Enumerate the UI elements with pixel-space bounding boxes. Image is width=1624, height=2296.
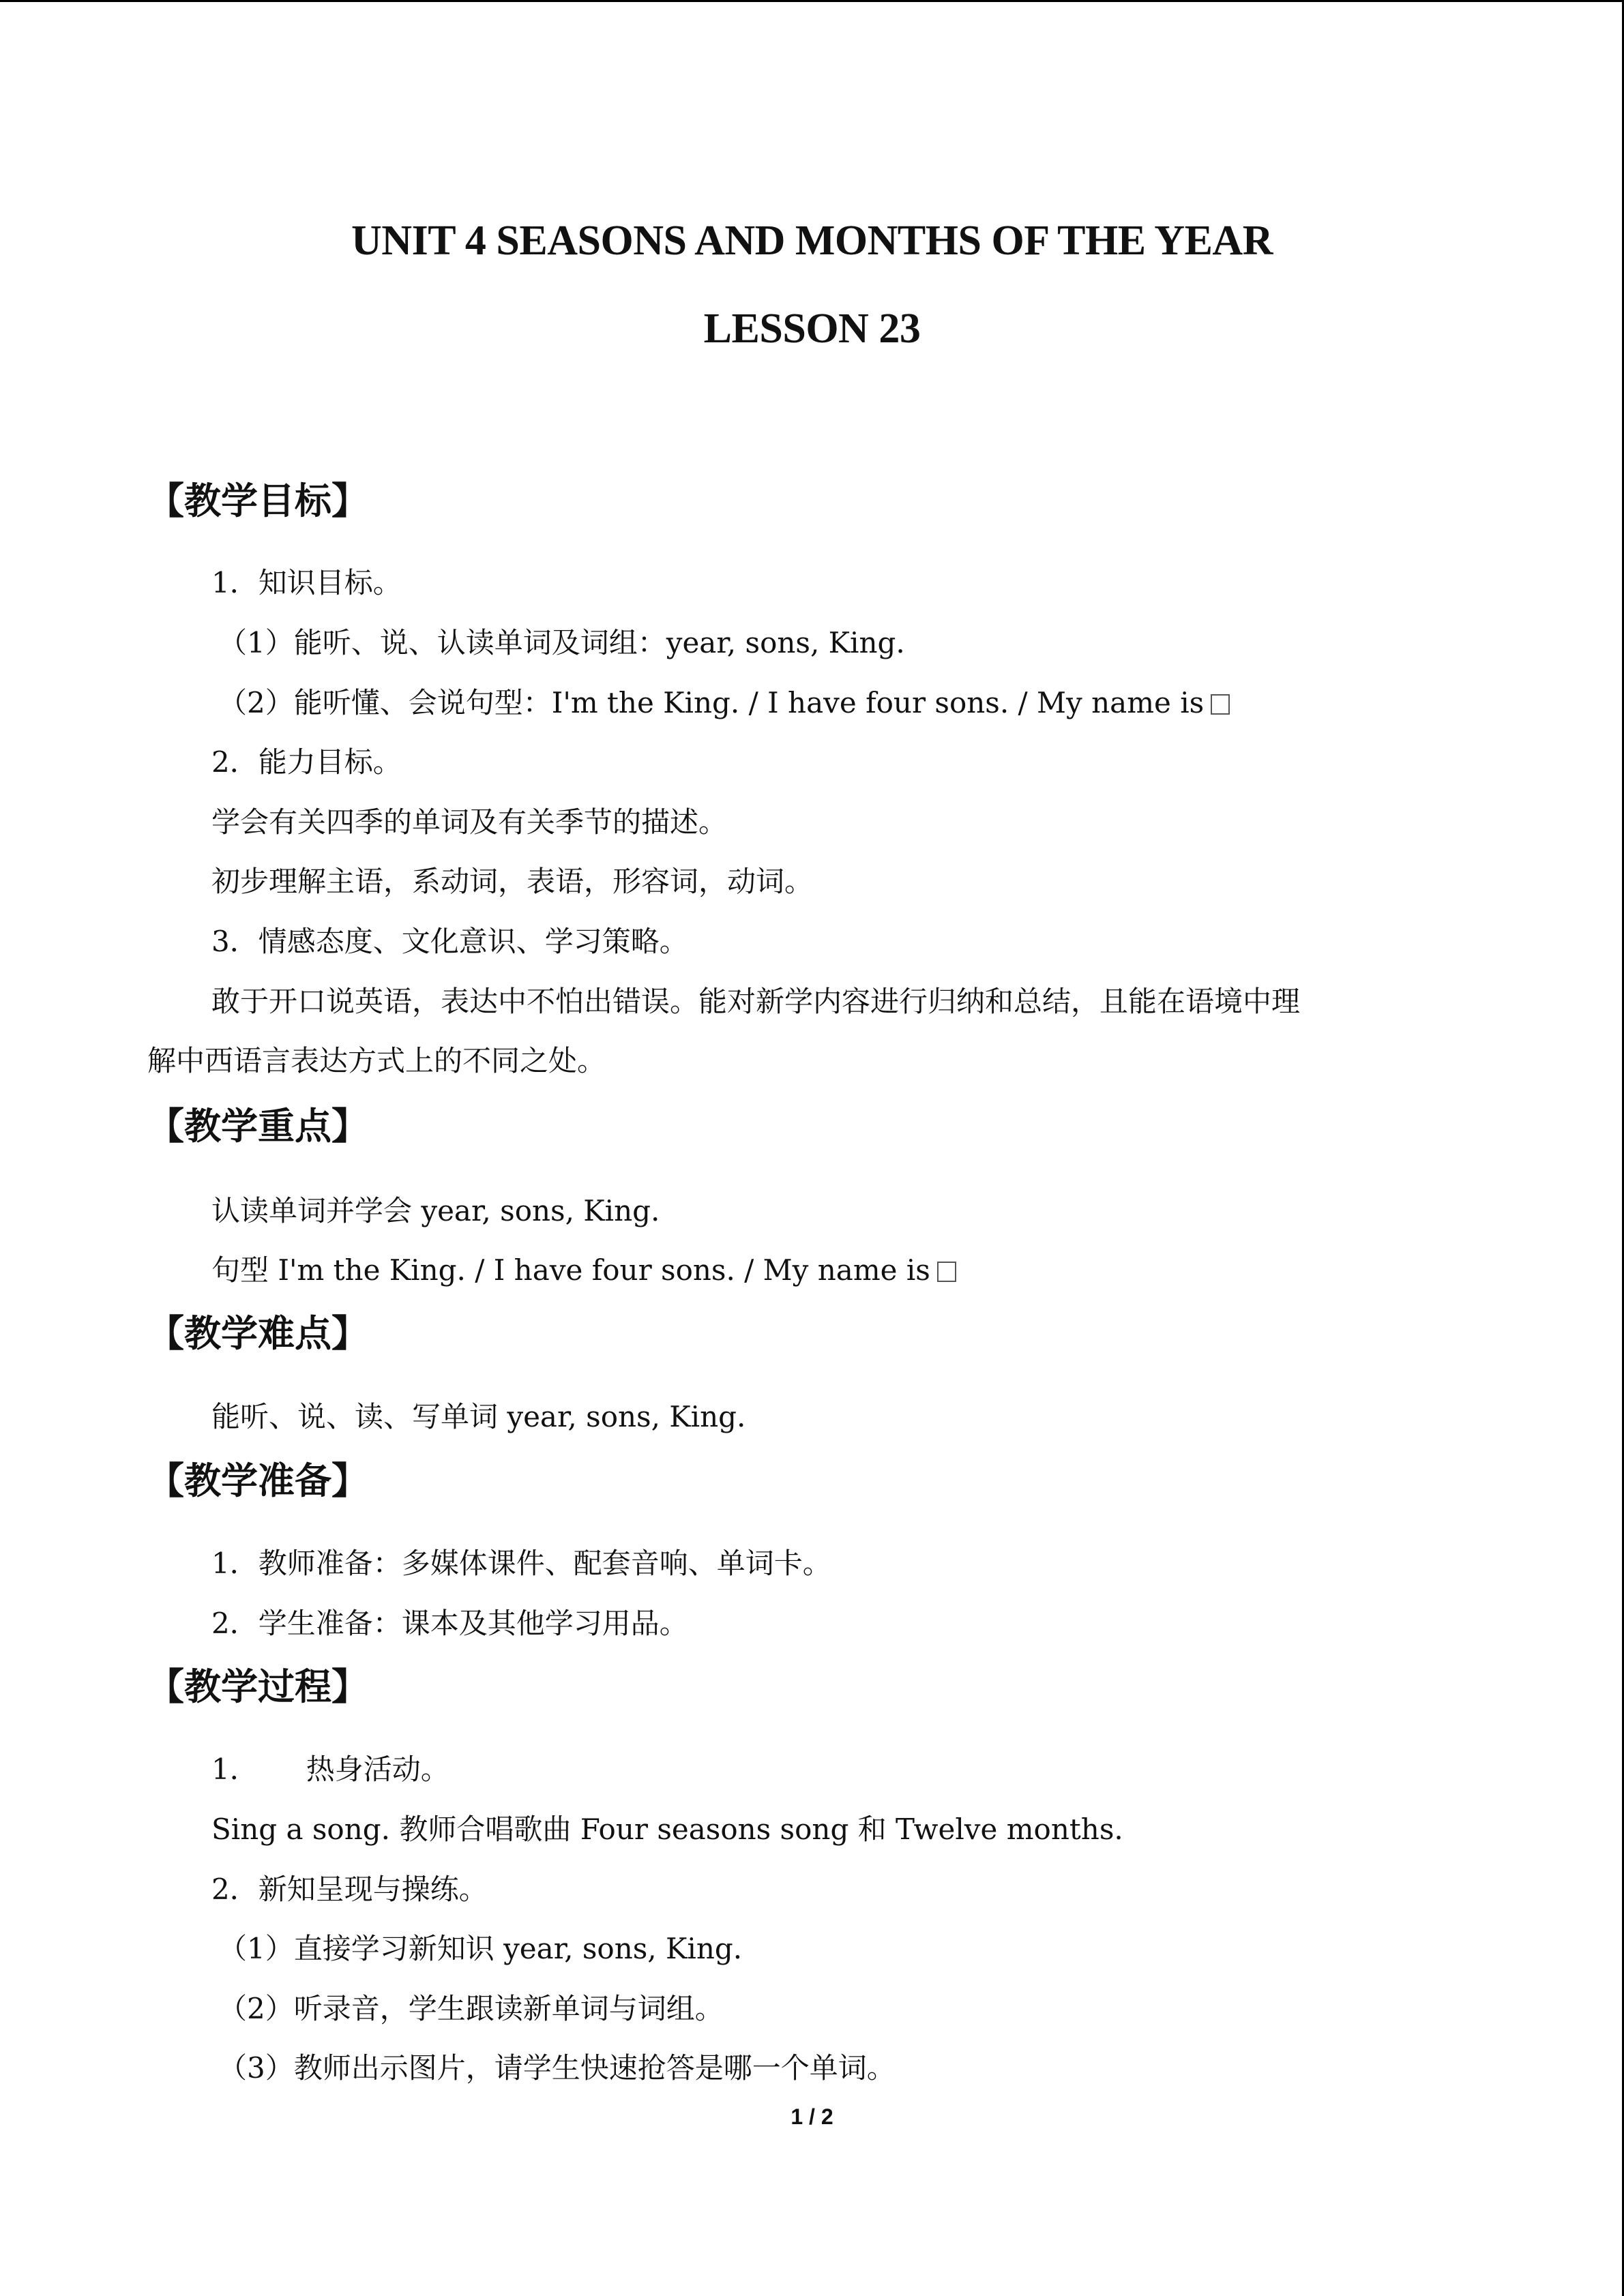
key-point-2: [211, 1251, 956, 1289]
process-step2-sub1: （1）直接学习新知识 year, sons, King.: [218, 1932, 743, 1965]
document-title: UNIT 4 SEASONS AND MONTHS OF THE YEAR: [351, 218, 1273, 264]
page-number: 1 / 2: [791, 2104, 833, 2129]
process-step1-label: 热身活动。: [306, 1753, 449, 1786]
process-step2-sub2: （2）听录音，学生跟读新单词与词组。: [218, 1992, 724, 2025]
objective-ability-p1: 学会有关四季的单词及有关季节的描述。: [211, 805, 728, 839]
objective-ability-p2: 初步理解主语，系动词，表语，形容词，动词。: [211, 865, 814, 898]
process-step2: 2．新知呈现与操练。: [211, 1873, 488, 1906]
objective-knowledge: 1．知识目标。: [211, 566, 402, 599]
process-step2-sub3: （3）教师出示图片，请学生快速抢答是哪一个单词。: [218, 2051, 896, 2085]
heading-objectives: 【教学目标】: [147, 479, 368, 522]
heading-process: 【教学过程】: [147, 1665, 368, 1708]
objective-knowledge-sub2-text: （2）能听懂、会说句型：I'm the King. / I have four sons. / My name is: [218, 686, 1205, 719]
placeholder-box-icon: [1211, 694, 1230, 715]
process-step1-p1: Sing a song. 教师合唱歌曲 Four seasons song 和 Twelve months.: [211, 1813, 1123, 1846]
lesson-title: LESSON 23: [703, 305, 921, 352]
objective-attitude-p1b: 解中西语言表达方式上的不同之处。: [147, 1044, 606, 1077]
preparation-teacher: 1．教师准备：多媒体课件、配套音响、单词卡。: [211, 1547, 831, 1580]
heading-preparation: 【教学准备】: [147, 1459, 368, 1502]
placeholder-box-icon: [937, 1262, 956, 1282]
objective-ability: 2．能力目标。: [211, 745, 402, 779]
heading-key-points: 【教学重点】: [147, 1105, 368, 1148]
key-point-2-text: 句型 I'm the King. / I have four sons. / My name is: [211, 1253, 930, 1287]
objective-knowledge-sub1: （1）能听、说、认读单词及词组：year, sons, King.: [218, 626, 905, 659]
objective-attitude-p1a: 敢于开口说英语，表达中不怕出错误。能对新学内容进行归纳和总结，且能在语境中理: [211, 985, 1301, 1018]
preparation-student: 2．学生准备：课本及其他学习用品。: [211, 1607, 688, 1640]
objective-knowledge-sub2: [218, 684, 1230, 722]
process-step1: [211, 1750, 449, 1789]
objective-attitude: 3．情感态度、文化意识、学习策略。: [211, 925, 688, 958]
difficulty-1: 能听、说、读、写单词 year, sons, King.: [211, 1400, 746, 1433]
heading-difficulties: 【教学难点】: [147, 1312, 368, 1355]
key-point-1: 认读单词并学会 year, sons, King.: [211, 1194, 660, 1227]
process-step1-num: 1．: [211, 1753, 259, 1786]
